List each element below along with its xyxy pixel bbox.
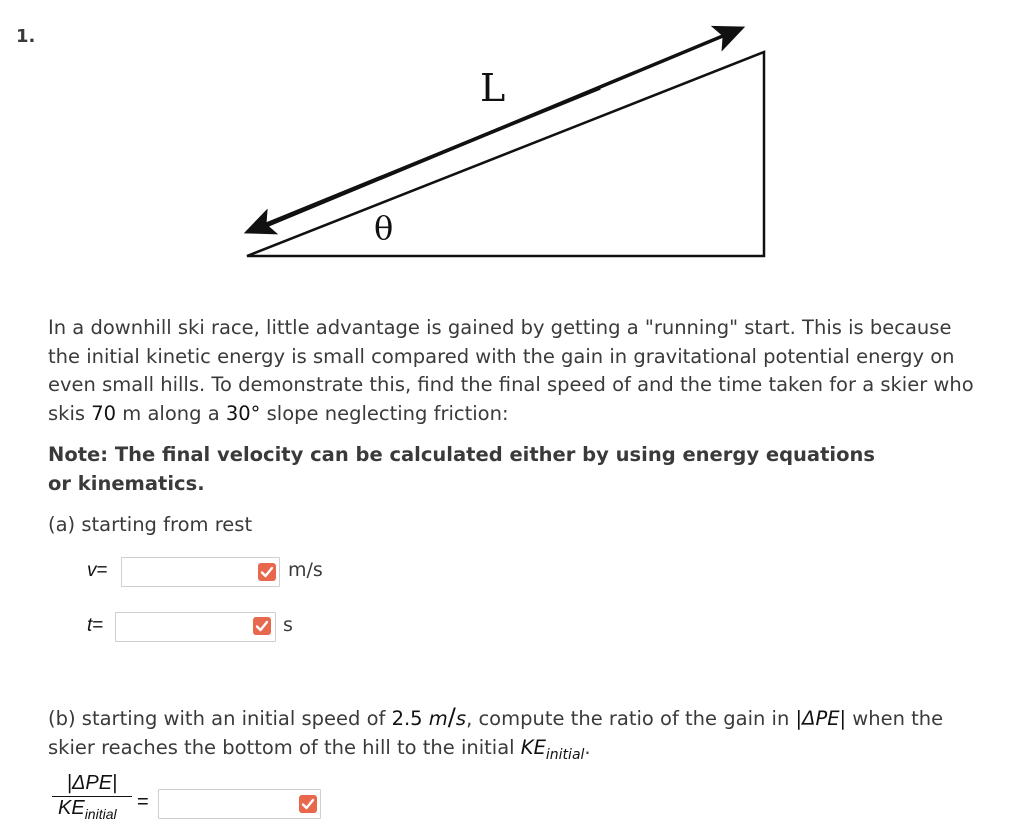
question-number: 1.: [16, 26, 36, 47]
time-unit: s: [283, 614, 293, 636]
check-icon: [299, 795, 317, 813]
distance-unit: m along a: [122, 401, 220, 425]
speed-unit-slash: /: [447, 703, 456, 731]
angle-label: θ: [374, 209, 394, 247]
v-label-group: [87, 560, 108, 582]
part-b-prompt-end: when the skier reaches the bottom of the hill to the initial: [48, 707, 944, 759]
note-text: Note: The final velocity can be calculated either by using energy equations or kinematics.: [48, 443, 875, 495]
ratio-equals: =: [137, 791, 149, 813]
t-label: t: [87, 615, 93, 636]
part-b-period: .: [584, 735, 591, 759]
problem-statement: [48, 314, 988, 428]
fraction-denominator: $KE_{initial}$: [58, 797, 117, 822]
ratio-input[interactable]: [158, 789, 321, 819]
v-label: v: [87, 560, 97, 581]
t-equals: =: [92, 615, 104, 636]
speed-unit-s: s: [455, 707, 467, 730]
part-a-prompt: (a) starting from rest: [48, 513, 253, 536]
part-b-prompt-mid: , compute the ratio of the gain in: [466, 707, 790, 730]
incline-triangle: [247, 52, 764, 256]
time-input[interactable]: [115, 612, 276, 642]
speed-unit-m: m: [428, 707, 448, 730]
length-arrow-back: [247, 88, 600, 232]
initial-speed-value: 2.5: [391, 707, 423, 730]
delta-pe: |ΔPE|: [795, 707, 847, 730]
t-label-group: [87, 615, 103, 637]
part-b-prompt: [48, 703, 948, 769]
distance-value: 70: [91, 401, 117, 425]
ratio-fraction: [52, 772, 132, 822]
velocity-unit: m/s: [288, 559, 323, 581]
problem-text: In a downhill ski race, little advantage is gained by getting a "running" start. This is because the initial kinetic energy is small compared with the gain in gravitational potential energy on even small hills. To demonstrate this, find the final speed of and the time taken for a skier who skis: [48, 316, 974, 425]
check-icon: [258, 563, 276, 581]
fraction-numerator: |ΔPE|: [52, 772, 132, 797]
check-icon: [253, 617, 271, 635]
part-b-prompt-start: (b) starting with an initial speed of: [48, 707, 386, 730]
angle-value: 30°: [225, 401, 261, 425]
length-label: L: [480, 66, 506, 110]
v-equals: =: [96, 560, 108, 581]
ke-initial: $KE_{initial}$: [520, 735, 585, 763]
incline-figure: [0, 0, 1024, 300]
velocity-input[interactable]: [121, 557, 280, 587]
angle-suffix: slope neglecting friction:: [266, 401, 509, 425]
